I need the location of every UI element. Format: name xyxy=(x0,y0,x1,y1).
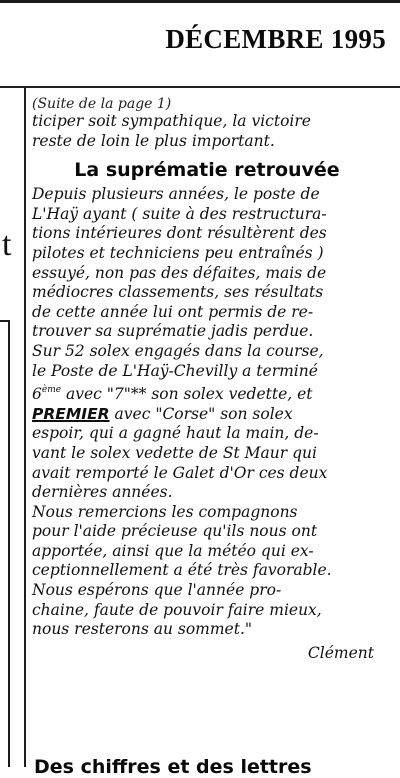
issue-date-header: DÉCEMBRE 1995 xyxy=(165,24,386,54)
text-line: reste de loin le plus important. xyxy=(32,131,275,150)
text-line: vant le solex vedette de St Maur qui xyxy=(32,443,317,462)
top-rule xyxy=(0,0,400,3)
text-line: L'Haÿ ayant ( suite à des restructura- xyxy=(32,204,327,223)
premier-rest-text: avec "Corse" son solex xyxy=(109,404,293,423)
text-line xyxy=(32,381,382,405)
text-line: espoir, qui a gagné haut la main, de- xyxy=(32,424,319,443)
text-line: ticiper soit sympathique, la victoire xyxy=(32,112,311,130)
intro-paragraph xyxy=(32,112,382,151)
text-line: nous resterons au sommet." xyxy=(32,620,253,639)
text-line: le Poste de L'Haÿ-Chevilly a terminé xyxy=(32,361,318,380)
author-signature: Clément xyxy=(307,643,374,662)
adjacent-column-box-edge xyxy=(0,320,10,767)
next-article-heading: Des chiffres et des lettres xyxy=(34,756,312,778)
text-line xyxy=(32,405,382,425)
article-heading: La suprématie retrouvée xyxy=(74,159,340,182)
rank-ordinal-suffix: ème xyxy=(41,385,62,396)
text-line: dernières années. xyxy=(32,483,173,502)
paragraph-1 xyxy=(32,185,382,342)
premier-emphasis: PREMIER xyxy=(32,404,110,423)
text-line: Nous remercions les compagnons xyxy=(32,502,298,521)
text-line: essuyé, non pas des défaites, mais de xyxy=(32,263,327,282)
rank-text: avec "7"** son solex vedette, et xyxy=(61,385,313,404)
paragraph-3 xyxy=(32,503,382,640)
text-line: chaine, faute de pouvoir faire mieux, xyxy=(32,600,322,619)
text-line: pilotes et techniciens peu entraînés ) xyxy=(32,243,324,262)
text-line: médiocres classements, ses résultats xyxy=(32,283,324,302)
text-line: pour l'aide précieuse qu'ils nous ont xyxy=(32,522,318,541)
continued-note: (Suite de la page 1) xyxy=(32,96,172,112)
text-line: Depuis plusieurs années, le poste de xyxy=(32,185,320,204)
column-divider xyxy=(24,88,26,767)
text-line: Nous espérons que l'année pro- xyxy=(32,581,282,600)
article-body xyxy=(32,96,382,662)
text-line: apportée, ainsi que la météo qui ex- xyxy=(32,541,314,560)
text-line: ceptionnellement a été très favorable. xyxy=(32,561,332,580)
text-line: Sur 52 solex engagés dans la course, xyxy=(32,341,324,360)
text-line: tions intérieures dont résultèrent des xyxy=(32,224,327,243)
adjacent-column-fragment: t xyxy=(2,226,12,263)
header-divider xyxy=(0,86,400,88)
paragraph-2 xyxy=(32,342,382,503)
text-line: trouver sa suprématie jadis perdue. xyxy=(32,322,314,341)
text-line: de cette année lui ont permis de re- xyxy=(32,302,314,321)
text-line: avait remporté le Galet d'Or ces deux xyxy=(32,463,328,482)
rank-number: 6 xyxy=(32,385,42,404)
